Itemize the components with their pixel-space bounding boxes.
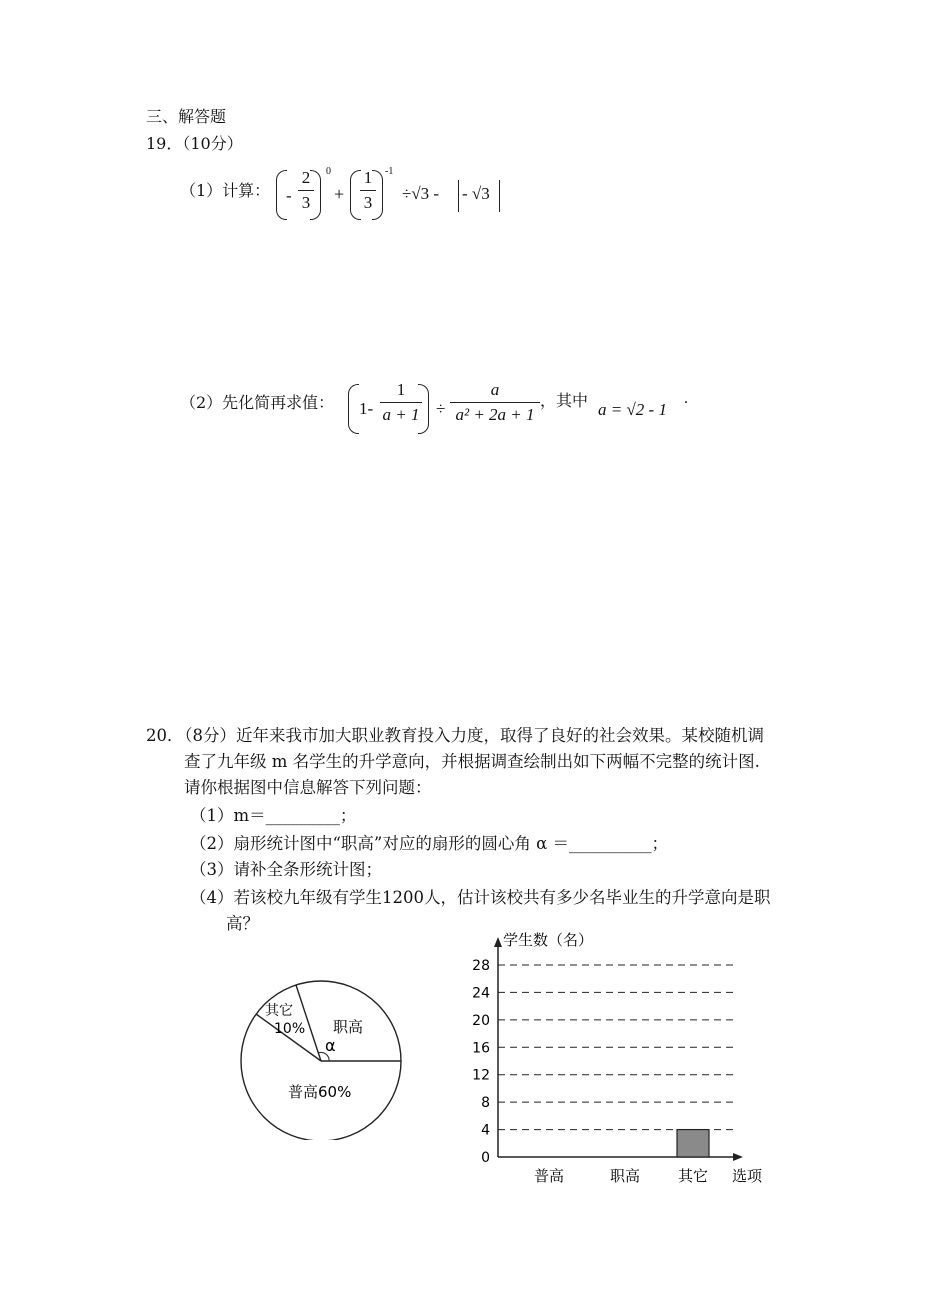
numerator: a xyxy=(490,380,500,399)
q20-sub2: （2）扇形统计图中“职高”对应的扇形的圆心角 α ＝__________； xyxy=(190,834,669,853)
x-tick-label-1: 职高 xyxy=(609,1167,641,1185)
right-paren xyxy=(372,170,383,220)
y-axis-arrow xyxy=(494,937,502,947)
y-tick-label-20: 20 xyxy=(472,1012,490,1029)
q20-header: 20． xyxy=(146,726,184,745)
abs-content: - √3 xyxy=(462,184,490,203)
q19-header: 19．（10分） xyxy=(146,134,243,153)
right-paren xyxy=(310,170,321,220)
y-tick-label-28: 28 xyxy=(472,958,490,974)
q20-sub4b: 高？ xyxy=(226,914,259,933)
fraction-a-over-poly xyxy=(450,380,540,425)
exponent-neg1: -1 xyxy=(385,166,394,177)
value-expression: a = √2 - 1 xyxy=(598,400,667,419)
y-tick-label-4: 4 xyxy=(481,1122,490,1139)
x-tick-label-0: 普高 xyxy=(533,1167,565,1185)
left-paren xyxy=(348,384,359,434)
y-tick-label-0: 0 xyxy=(481,1150,490,1166)
end-dot: . xyxy=(684,390,688,407)
condition-text: ，其中 xyxy=(540,393,589,410)
x-axis-label: 选项 xyxy=(732,1167,763,1185)
q19-part2-label: （2）先化简再求值： xyxy=(180,393,335,412)
abs-bar-left xyxy=(458,180,459,212)
y-tick-label-16: 16 xyxy=(472,1040,490,1057)
numerator: 2 xyxy=(301,168,311,187)
q20-line2: 查了九年级 m 名学生的升学意向，并根据调查绘制出如下两幅不完整的统计图. xyxy=(184,752,760,771)
right-paren xyxy=(418,384,429,434)
pie-chart xyxy=(230,970,410,1140)
denominator: a² + 2a + 1 xyxy=(455,405,535,424)
numerator: 1 xyxy=(363,168,373,187)
abs-bar-right xyxy=(499,180,500,212)
x-tick-label-2: 其它 xyxy=(677,1167,709,1185)
pie-label-general: 普高60% xyxy=(288,1083,352,1101)
section-title: 三、解答题 xyxy=(146,107,227,126)
q20-line3: 请你根据图中信息解答下列问题： xyxy=(184,778,432,797)
numerator: 1 xyxy=(396,380,406,399)
pie-label-vocational: 职高 xyxy=(333,1018,364,1036)
divide-sign: ÷ xyxy=(436,399,446,418)
x-axis-arrow xyxy=(733,1153,743,1161)
denominator: 3 xyxy=(363,193,373,212)
one-minus: 1- xyxy=(359,399,374,418)
q20-sub3: （3）请补全条形统计图； xyxy=(190,860,382,879)
y-tick-label-12: 12 xyxy=(472,1067,490,1084)
q19-part1-label: （1）计算： xyxy=(180,181,271,200)
plus-sign: + xyxy=(334,184,345,204)
pie-label-other: 其它 xyxy=(265,1003,293,1019)
y-axis-label: 学生数（名） xyxy=(503,931,594,949)
denominator: a + 1 xyxy=(382,405,420,424)
denominator: 3 xyxy=(301,193,311,212)
q20-sub1: （1）m＝_________； xyxy=(190,806,357,825)
pie-label-alpha: α xyxy=(325,1036,336,1055)
y-tick-label-24: 24 xyxy=(472,985,490,1002)
fraction-1-over-a-plus-1 xyxy=(380,380,422,425)
minus-sign: - xyxy=(286,186,292,205)
bar-chart xyxy=(455,925,785,1190)
q20-line1: （8分）近年来我市加大职业教育投入力度，取得了良好的社会效果。某校随机调 xyxy=(176,726,764,745)
q20-sub4: （4）若该校九年级有学生1200人，估计该校共有多少名毕业生的升学意向是职 xyxy=(190,888,771,907)
pie-label-other-pct: 10% xyxy=(274,1021,306,1037)
div-sqrt3: ÷√3 - xyxy=(402,184,440,203)
y-tick-label-8: 8 xyxy=(481,1095,490,1112)
exponent-zero: 0 xyxy=(326,166,331,177)
bar-其它 xyxy=(677,1130,709,1157)
